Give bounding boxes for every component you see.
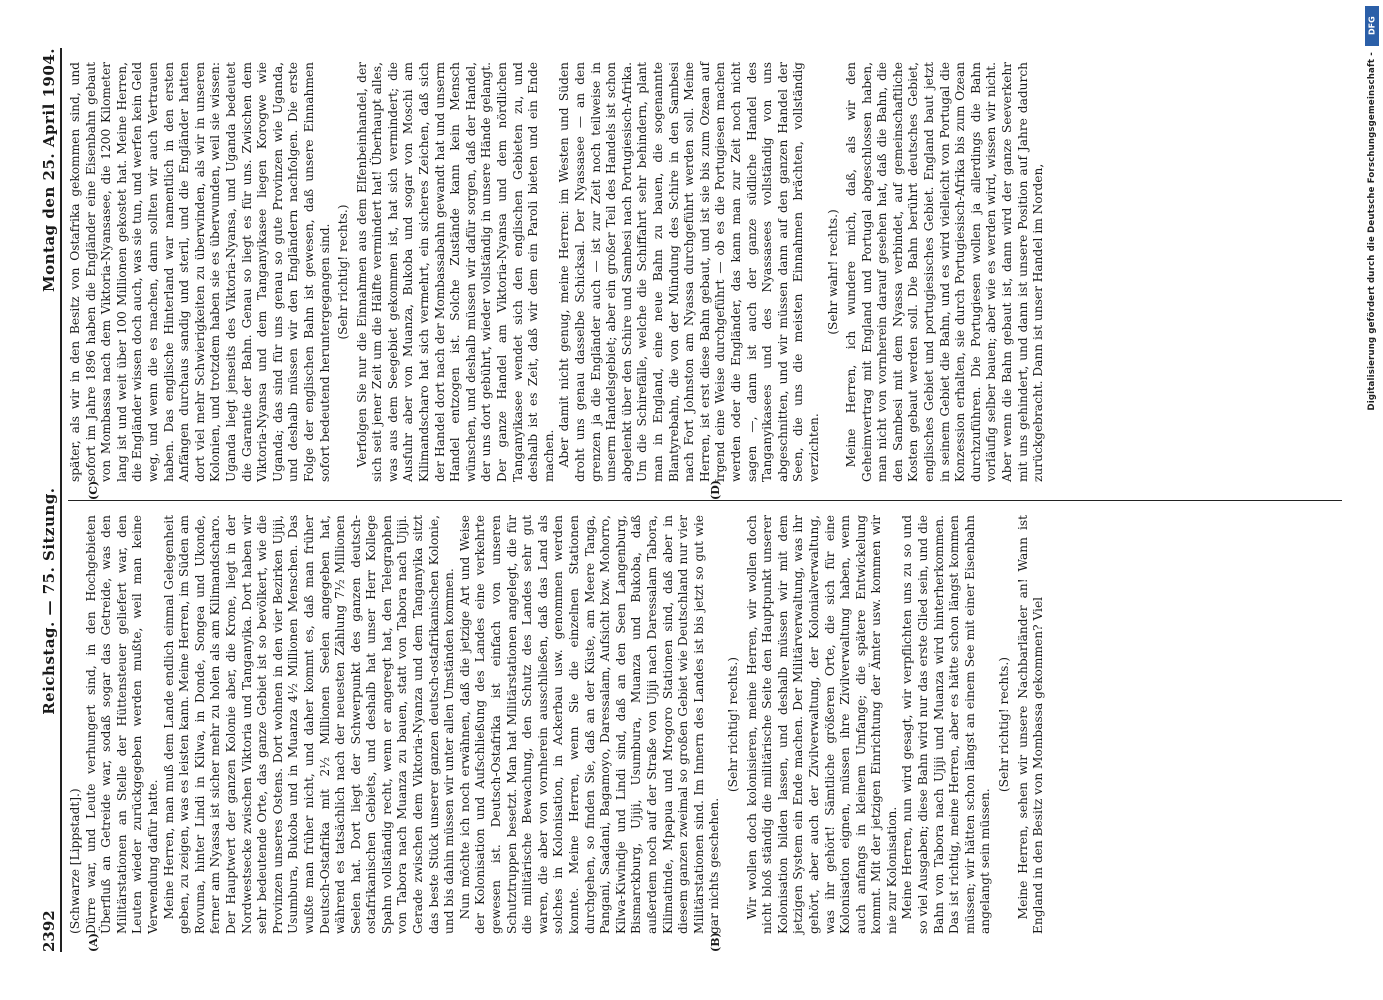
header-right-title: Montag den 25. April 1904. (40, 48, 58, 292)
dfg-logo: DFG (1365, 6, 1379, 46)
paragraph: Nun möchte ich noch erwähnen, daß die jetzige Art und Weise der Kolonisation und Aufschließung des Landes eine verkehrte gewesen ist. Deutsch-Ostafrika ist einfach von unseren Schutztruppen besetzt. Man hat Militärstationen angelegt, die für die militärische Bewachung, den Schutz des Landes sehr gut waren, die aber von vornherein ausschließen, daß das Land als solches in Kolonisation, in Ackerbau usw. genommen werden konnte. Meine Herren, wenn Sie die einzelnen Stationen durchgehen, so finden Sie, daß an der Küste, am Meere Tanga, Pangani, Saadani, Bagamoyo, Daressalam, Aufsicht bzw. Mohorro, Kilwa-Kiwindje und Lindi sind, daß an den Seen Langenburg, Bismarckburg, Ujiji, Usumbura, Muanza und Bukoba, daß außerdem noch auf der Straße von Ujiji nach Daressalam Tabora, Kilimatinde, Mpapua und Mrogoro Stationen sind, daß aber in diesem ganzen zweimal so großen Gebiet wie Deutschland nur vier Militärstationen sind. Im Innern des Landes ist bis jetzt so gut wie gar nichts geschehen. (457, 515, 722, 934)
paragraph: Meine Herren, nun wird gesagt, wir verpflichten uns zu so und so viel Ausgaben; diese Bahn wird nur das erste Glied sein, und die Bahn von Tabora nach Ujiji und Muanza wird hinterherkommen. Das ist richtig, meine Herren, aber es hätte schon längst kommen müssen; wir hätten schon längst an einem See mit einer Eisenbahn angelangt sein müssen. (900, 515, 993, 934)
paragraph: Meine Herren, ich wundere mich, daß, als wir den Geheimvertrag mit England und Portugal abgeschlossen haben, man nicht von vornherein darauf gesehen hat, daß die Bahn, die den Sambesi mit dem Nyassa verbindet, auf gemeinschaftliche Kosten gebaut werden soll. Die Bahn berührt deutsches Gebiet, englisches Gebiet und portugiesisches Gebiet. England baut jetzt in seinem Gebiet die Bahn, und es wird vielleicht von Portugal die Konzession erhalten, sie durch Portugiesisch-Afrika bis zum Ozean durchzuführen. Die Portugiesen wollen ja allerdings die Bahn vorläufig selber bauen; aber wie es werden wird, wissen wir nicht. Aber wenn die Bahn gebaut ist, dann wird der ganze Seeverkehr mit uns gehindert, und dann ist unsere Position auf Jahre dadurch zurückgebracht. Dann ist unser Handel im Norden, (844, 62, 1046, 482)
margin-marker-b: (B) (709, 932, 722, 952)
page-header (36, 48, 62, 952)
paragraph: Dürre war, und Leute verhungert sind, in den Hochgebieten Überfluß an Getreide war, sodaß sogar das Getreide, was den Militärstationen an Stelle der Hüttensteuer geliefert war, den Leuten wieder zurückgegeben werden mußte, weil man keine Verwendung dafür hatte. (83, 515, 160, 934)
speaker-line: (Schwarze [Lippstadt].) (68, 788, 82, 934)
margin-marker-c: (C) (87, 480, 100, 500)
paragraph: Verfolgen Sie nur die Einnahmen aus dem Elfenbeinhandel, der sich seit jener Zeit um die Hälfte vermindert hat! Überhaupt alles, was aus dem Seegebiet gekommen ist, hat sich vermindert; die Ausfuhr aber von Muanza, Bukoba und sogar von Moschi am Kilimandscharo hat sich vermehrt, ein sicheres Zeichen, daß sich der Handel dort nach der Mombassabahn gewandt hat und unserm Handel entzogen ist. Solche Zustände kann kein Mensch wünschen, und deshalb müssen wir dafür sorgen, daß der Handel, der uns dort gebührt, wieder vollständig in unsere Hände gelangt. Der ganze Handel am Viktoria-Nyansa und dem nördlichen Tanganyikasee wendet sich den englischen Gebieten zu, und deshalb ist es Zeit, daß wir dem ein Paroli bieten und ein Ende machen. (354, 62, 556, 482)
right-column (68, 48, 1342, 500)
margin-marker-a: (A) (87, 933, 100, 952)
text-columns (68, 48, 1342, 952)
document-page (36, 40, 1346, 960)
paragraph: Aber damit nicht genug, meine Herren: im Westen und Süden droht uns genau dasselbe Schicksal. Der Nyassasee — an den grenzen ja die Engländer auch — ist zur Zeit noch teilweise in unserm Handelsgebiet; aber ein großer Teil des Handels ist schon abgelenkt über den Schire und Sambesi nach Portugiesisch-Afrika. Um die Schirefälle, welche die Schiffahrt sehr behindern, plant man in England, eine neue Bahn zu bauen, die sogenannte Blantyrebahn, die von der Mündung des Schire in den Sambesi nach Fort Johnston am Nyassa durchgeführt werden soll. Meine Herren, ist erst diese Bahn gebaut, und ist sie bis zum Ozean auf irgend eine Weise durchgeführt — ob es die Portugiesen machen werden oder die Engländer, das kann man zur Zeit noch nicht sagen —, dann ist auch der ganze südliche Handel des Tanganyikasees und des Nyassasees vollständig von uns abgeschnitten, und wir müssen dann auf den ganzen Handel der Seen, die uns die meisten Einnahmen brächten, vollständig verzichten. (557, 62, 821, 482)
header-left-title: Reichstag. — 75. Sitzung. (40, 487, 58, 715)
applause-note: (Sehr richtig! rechts.) (336, 204, 351, 340)
applause-note: (Sehr richtig! rechts.) (725, 656, 740, 793)
page-number: 2392 (40, 910, 58, 952)
digitization-note: Digitalisierung gefördert durch die Deutsche Forschungsgemeinschaft - (1367, 52, 1377, 411)
margin-marker-d: (D) (709, 480, 722, 500)
paragraph: Wir wollen doch kolonisieren, meine Herren, wir wollen doch nicht bloß ständig die militärische Seite den Hauptpunkt unserer Kolonisation bilden lassen, und deshalb müssen wir mit dem jetzigen System ein Ende machen. Der Militärverwaltung, was ihr gehört, aber auch der Zivilverwaltung, der Kolonialverwaltung, was ihr gehört! Sämtliche größeren Orte, die sich für eine Kolonisation eignen, müssen ihre Zivilverwaltung haben, wenn auch anfangs in kleinem Umfange; die spätere Entwickelung kommt. Mit der jetzigen Einrichtung der Ämter usw. kommen wir nie zur Kolonisation. (744, 515, 899, 934)
paragraph: später, als wir in den Besitz von Ostafrika gekommen sind, und sofort im Jahre 1896 haben die Engländer eine Eisenbahn gebaut von Mombassa nach dem Viktoria-Nyansasee, die 1200 Kilometer lang ist und weit über 100 Millionen gekostet hat. Meine Herren, die Engländer wissen doch auch, was sie tun, und werfen kein Geld weg, und wenn die es machen, dann sollten wir auch Vertrauen haben. Das englische Hinterland war namentlich in den ersten Anfängen durchaus sandig und steril, und die Engländer hatten dort viel mehr Schwierigkeiten zu überwinden, als wir in unseren Kolonien, und trotzdem haben sie es überwunden, weil sie wissen: Uganda liegt jenseits des Viktoria-Nyansa, und Uganda bedeutet die Garantie der Bahn. Genau so liegt es für uns. Zwischen dem Viktoria-Nyansa und dem Tanganyikasee liegen Korogwe wie Uganda; das sind für uns genau so gute Provinzen wie Uganda, und deshalb müssen wir den Engländern nachfolgen. Die erste Folge der englischen Bahn ist gewesen, daß unsere Einnahmen sofort bedeutend heruntergegangen sind. (68, 62, 332, 482)
paragraph: Meine Herren, sehen wir unsere Nachbarländer an! Wann ist England in den Besitz von Mombassa gekommen? Viel (1015, 515, 1046, 934)
applause-note: (Sehr wahr! rechts.) (825, 209, 840, 335)
paragraph: Meine Herren, man muß dem Lande endlich einmal Gelegenheit geben, zu zeigen, was es leisten kann. Meine Herren, im Süden am Rovuma, hinter Lindi in Kilwa, in Donde, Songea und Ukonde, ferner am Nyassa ist sicher mehr zu holen als am Kilimandscharo. Der Hauptwert der ganzen Kolonie aber, die Krone, liegt in der Nordwestsecke zwischen Viktoria und Tanganyika. Dort haben wir sehr bedeutende Orte, das ganze Gebiet ist so bevölkert, wie die Provinzen unseres Ostens. Dort wohnen in den vier Bezirken Ujiji, Usumbura, Bukoba und in Muanza 4½ Millionen Menschen. Das wußte man früher nicht, und daher kommt es, daß man früher Deutsch-Ostafrika mit 2½ Millionen Seelen angegeben hat, während es tatsächlich nach der neuesten Zählung 7½ Millionen Seelen hat. Dort liegt der Schwerpunkt des ganzen deutsch-ostafrikanischen Gebiets, und deshalb hat unser Herr Kollege Spahn vollständig recht, wenn er angeregt hat, den Telegraphen von Tabora nach Muanza zu bauen, statt von Tabora nach Ujiji. Gerade zwischen dem Viktoria-Nyanza und dem Tanganyika sitzt das beste Stück unserer ganzen deutsch-ostafrikanischen Kolonie, und bis dahin müssen wir unter allen Umständen kommen. (161, 515, 457, 934)
applause-note: (Sehr richtig! rechts.) (997, 656, 1012, 793)
left-column (68, 500, 1342, 952)
